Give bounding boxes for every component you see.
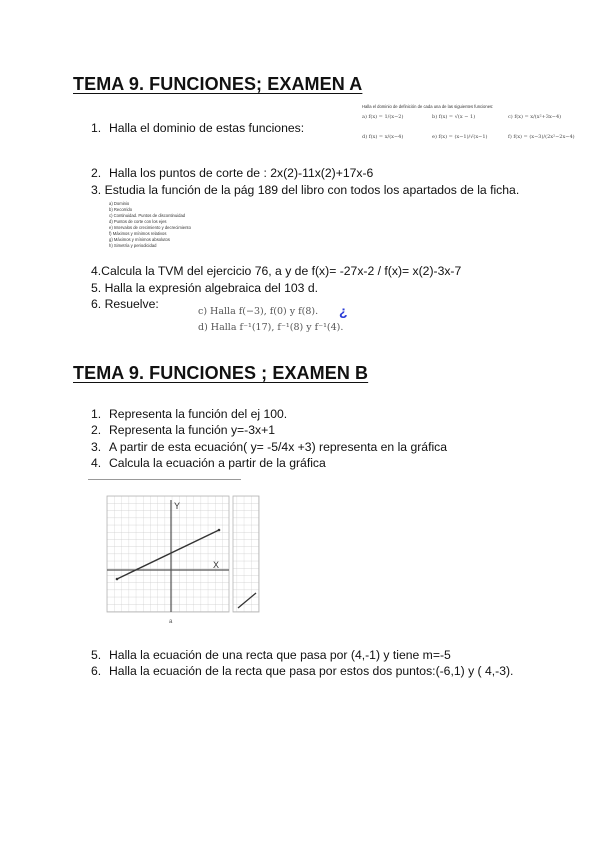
domain-item-f: f) f(x) = (x−3)/(2x²−2x−4) [508,134,575,140]
graph-side-label: a [169,619,173,625]
x-axis-label: X [213,560,220,570]
exam-a-question-2: 2. Halla los puntos de corte de : 2x(2)-11x(2)+17x-6 [91,166,374,180]
line-endpoint [218,529,221,532]
exam-a-question-5: 5. Halla la expresión algebraica del 103 d. [91,281,318,295]
exam-b-item-6: 6. Halla la ecuación de la recta que pasa por estos dos puntos:(-6,1) y ( 4,-3). [91,664,514,678]
exam-a-question-1: 1. Halla el dominio de estas funciones: [91,121,305,135]
ficha-item: e) Intervalos de crecimiento y decrecimiento [109,225,191,230]
inverted-question-mark: ¿ [339,303,348,319]
exam-a-question-6: 6. Resuelve: [91,297,159,311]
line-endpoint [116,578,119,581]
exam-a-question-3: 3. Estudia la función de la pág 189 del libro con todos los apartados de la ficha. [91,183,520,197]
domain-item-e: e) f(x) = (x−1)/√(x−1) [432,134,488,140]
exam-b-item-5: 5. Halla la ecuación de una recta que pasa por (4,-1) y tiene m=-5 [91,648,451,662]
domain-item-d: d) f(x) = x/(x−4) [362,134,404,140]
exam-b-item-3: 3. A partir de esta ecuación( y= -5/4x +3) representa en la gráfica [91,440,448,454]
exam-a-question-4: 4.Calcula la TVM del ejercicio 76, a y de f(x)= -27x-2 / f(x)= x(2)-3x-7 [91,264,462,278]
resuelve-part-d: d) Halla f⁻¹(17), f⁻¹(8) y f⁻¹(4). [198,322,344,333]
ficha-item: g) Máximos y mínimos absolutos [109,237,170,242]
ficha-item: h) Simetría y periodicidad [109,243,157,248]
domain-item-c: c) f(x) = x/(x²+3x−4) [508,114,562,120]
exam-b-item-4: 4. Calcula la ecuación a partir de la gráfica [91,456,326,470]
domain-exercise-caption: Halla el dominio de definición de cada una de las siguientes funciones: [362,104,494,109]
ficha-item: f) Máximos y mínimos relativos [109,231,167,236]
resuelve-part-c: c) Halla f(−3), f(0) y f(8). [198,306,319,317]
ficha-item: c) Continuidad. Puntos de discontinuidad [109,213,186,218]
y-axis-label: Y [174,501,181,511]
ficha-item: b) Recorrido [109,207,133,212]
ficha-item: d) Puntos de corte con los ejes [109,219,167,224]
exam-b-item-2: 2. Representa la función y=-3x+1 [91,423,275,437]
ficha-item: a) Dominio [109,201,130,206]
exam-a-title: TEMA 9. FUNCIONES; EXAMEN A [73,74,363,94]
domain-item-a: a) f(x) = 1/(x−2) [362,114,404,120]
exam-b-title: TEMA 9. FUNCIONES ; EXAMEN B [73,363,369,383]
exam-b-item-1: 1. Representa la función del ej 100. [91,407,288,421]
side-grid [233,496,259,612]
domain-item-b: b) f(x) = √(x − 1) [432,114,476,120]
